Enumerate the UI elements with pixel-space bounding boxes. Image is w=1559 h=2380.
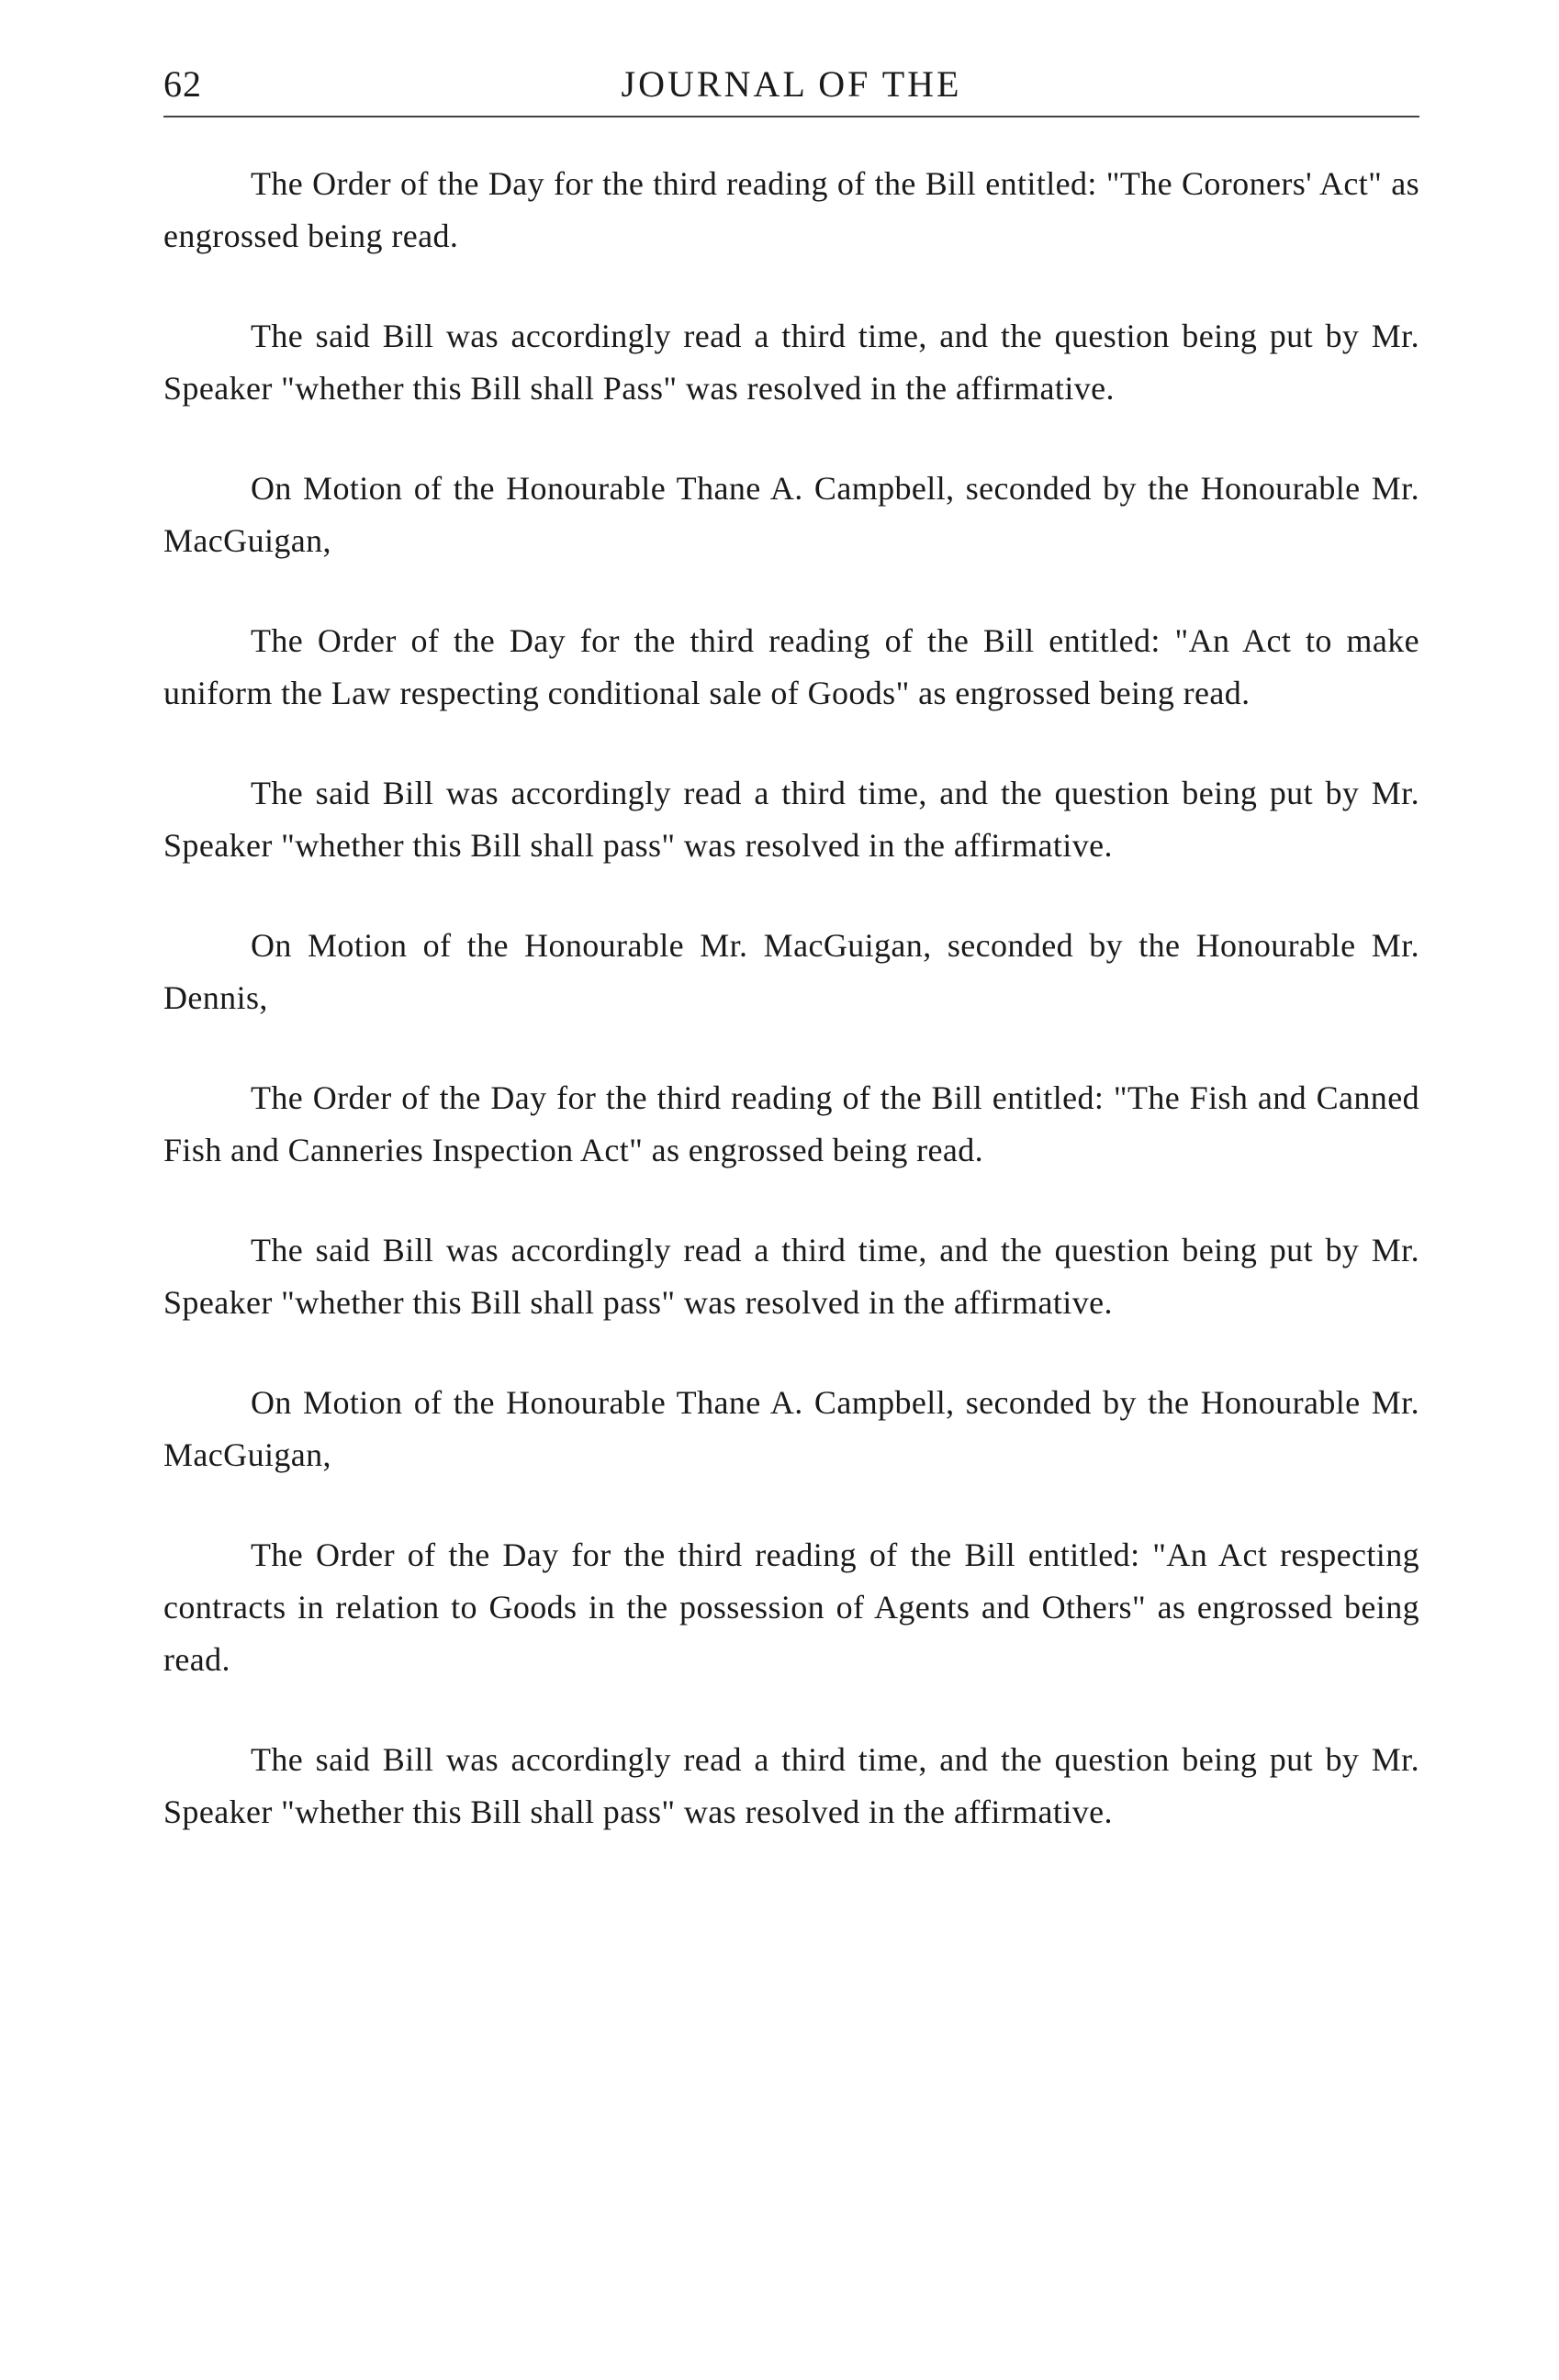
paragraph-motion: On Motion of the Honourable Thane A. Campbell, seconded by the Honourable Mr. MacGuigan, [163,1384,1419,1473]
paragraph-order-fish-canneries-act: The Order of the Day for the third reading of the Bill entitled: "The Fish and Canned Fish and Canneries Inspection Act" as engrossed being read. [163,1079,1419,1168]
paragraph-order-goods-agents-act: The Order of the Day for the third reading of the Bill entitled: "An Act respecting contracts in relation to Goods in the possession of Agents and Others" as engrossed being read. [163,1536,1419,1678]
running-head: JOURNAL OF THE [621,63,962,105]
paragraph-third-reading-result: The said Bill was accordingly read a third time, and the question being put by Mr. Speaker "whether this Bill shall pass" was resolved in the affirmative. [163,1232,1419,1321]
paragraph-third-reading-result: The said Bill was accordingly read a third time, and the question being put by Mr. Speaker "whether this Bill shall pass" was resolved in the affirmative. [163,775,1419,864]
paragraph-third-reading-result: The said Bill was accordingly read a third time, and the question being put by Mr. Speaker "whether this Bill shall Pass" was resolved in the affirmative. [163,318,1419,407]
page-number: 62 [163,63,202,105]
paragraph-motion: On Motion of the Honourable Mr. MacGuigan, seconded by the Honourable Mr. Dennis, [163,927,1419,1016]
header-rule [163,116,1419,117]
page-header [163,62,1419,117]
paragraph-third-reading-result: The said Bill was accordingly read a third time, and the question being put by Mr. Speaker "whether this Bill shall pass" was resolved in the affirmative. [163,1741,1419,1830]
paragraph-motion: On Motion of the Honourable Thane A. Campbell, seconded by the Honourable Mr. MacGuigan, [163,470,1419,559]
paragraph-order-conditional-sale-act: The Order of the Day for the third reading of the Bill entitled: "An Act to make uniform the Law respecting conditional sale of Goods" as engrossed being read. [163,622,1419,711]
paragraph-order-coroners-act: The Order of the Day for the third reading of the Bill entitled: "The Coroners' Act" as engrossed being read. [163,165,1419,254]
journal-body [163,158,1419,1886]
